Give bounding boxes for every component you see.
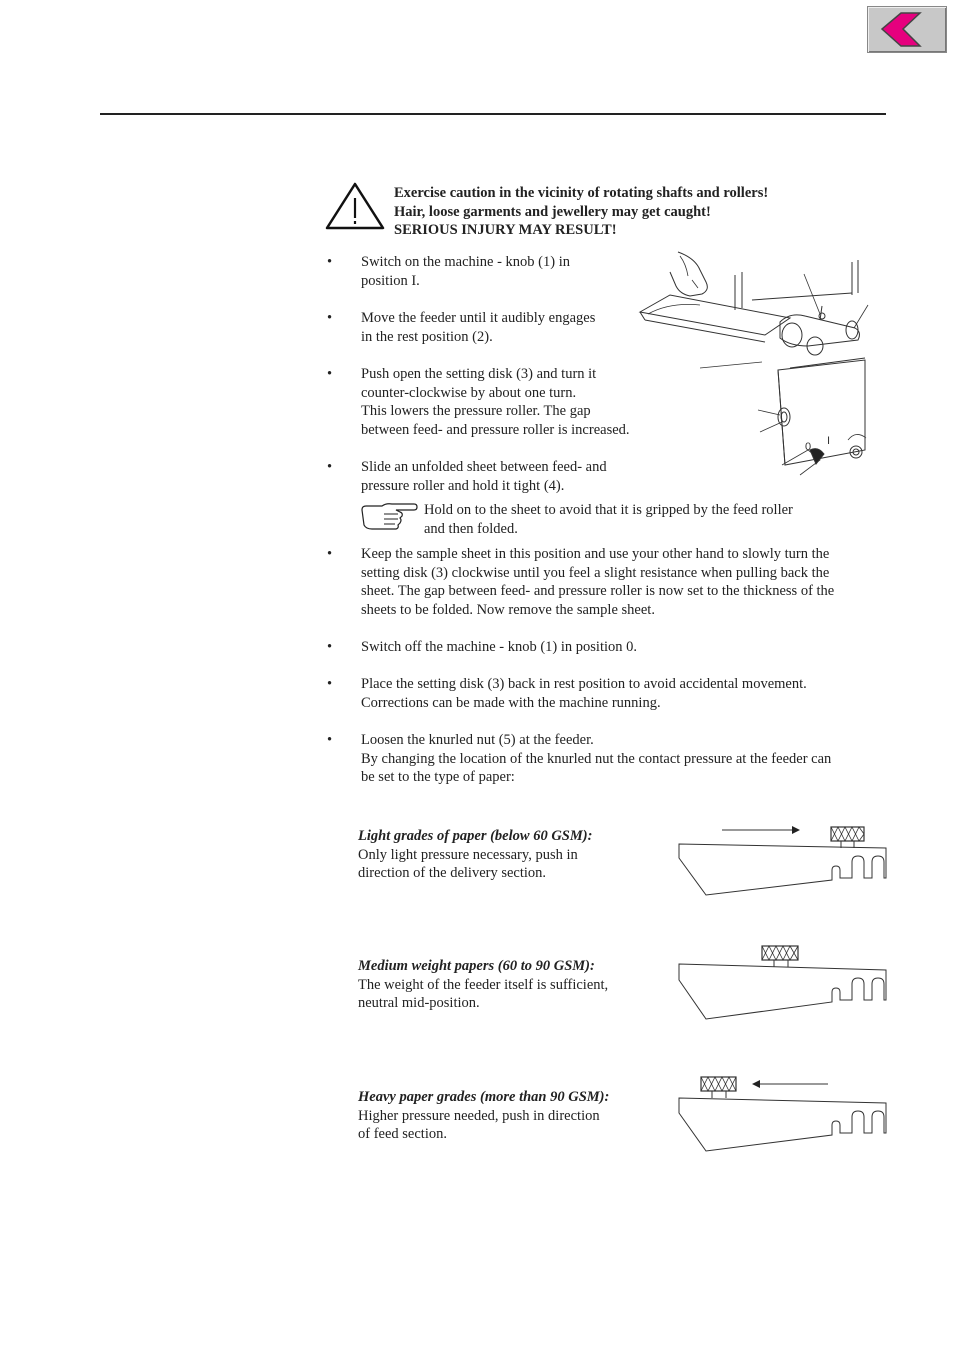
warning-text	[394, 184, 864, 240]
bullet-dot: •	[327, 732, 333, 748]
grade-line: neutral mid-position.	[358, 995, 480, 1012]
switch-label-1: I	[827, 435, 831, 447]
warning-line: Hair, loose garments and jewellery may get caught!	[394, 203, 711, 220]
step-line: Slide an unfolded sheet between feed- and	[361, 459, 607, 475]
bullet-dot: •	[327, 366, 333, 382]
warning-line: SERIOUS INJURY MAY RESULT!	[394, 222, 617, 239]
switch-label-0: 0	[805, 441, 812, 453]
bullet-dot: •	[327, 254, 333, 270]
step-line: This lowers the pressure roller. The gap	[361, 403, 591, 420]
warning-triangle-icon	[325, 181, 385, 231]
step-line: counter-clockwise by about one turn.	[361, 384, 577, 401]
step-line: Corrections can be made with the machine running.	[361, 694, 661, 711]
bullet-dot: •	[327, 639, 333, 655]
grade-line: The weight of the feeder itself is sufficient,	[358, 976, 609, 993]
knurled-nut-icon	[762, 946, 798, 960]
step-line: Switch on the machine - knob (1) in	[361, 254, 570, 270]
grade-heavy	[358, 1088, 648, 1144]
back-arrow-icon	[868, 7, 946, 52]
grade-heading: Light grades of paper (below 60 GSM):	[358, 828, 593, 844]
grade-heading: Heavy paper grades (more than 90 GSM):	[358, 1089, 610, 1105]
arrow-left-icon	[752, 1080, 760, 1088]
note-text	[424, 501, 793, 538]
grade-line: direction of the delivery section.	[358, 865, 547, 882]
arrow-right-icon	[792, 826, 800, 834]
step-line: sheets to be folded. Now remove the sample sheet.	[361, 601, 655, 618]
grade-medium	[358, 957, 648, 1013]
step-line: Switch off the machine - knob (1) in position 0.	[361, 639, 637, 655]
step-line: Loosen the knurled nut (5) at the feeder.	[361, 732, 594, 748]
bullet-dot: •	[327, 546, 333, 562]
feeder-diagram-heavy	[676, 1073, 891, 1153]
feeder-diagram-light	[676, 822, 891, 897]
pointing-hand-icon	[360, 502, 418, 532]
bullet-dot: •	[327, 310, 333, 326]
machine-illustration	[640, 250, 870, 475]
step-line: Push open the setting disk (3) and turn it	[361, 366, 597, 382]
step-line: between feed- and pressure roller is increased.	[361, 421, 630, 438]
note-line: Hold on to the sheet to avoid that it is gripped by the feed roller	[424, 502, 793, 518]
step-line: position I.	[361, 272, 420, 289]
step-line: Place the setting disk (3) back in rest position to avoid accidental movement.	[361, 676, 807, 692]
bullet-dot: •	[327, 676, 333, 692]
grade-light	[358, 827, 648, 883]
knurled-nut-icon	[831, 827, 864, 841]
grade-heading: Medium weight papers (60 to 90 GSM):	[358, 958, 595, 974]
note-line: and then folded.	[424, 520, 518, 537]
step-line: Move the feeder until it audibly engages	[361, 310, 596, 326]
step-line: sheet. The gap between feed- and pressure roller is now set to the thickness of the	[361, 583, 835, 600]
feeder-diagram-medium	[676, 942, 891, 1022]
grade-line: Higher pressure needed, push in direction	[358, 1107, 600, 1124]
step-line: be set to the type of paper:	[361, 769, 515, 786]
step-line: Keep the sample sheet in this position and use your other hand to slowly turn the	[361, 546, 830, 562]
bullet-dot: •	[327, 459, 333, 475]
step-line: setting disk (3) clockwise until you feel a slight resistance when pulling back the	[361, 564, 830, 581]
grade-line: of feed section.	[358, 1126, 447, 1143]
warning-line: Exercise caution in the vicinity of rotating shafts and rollers!	[394, 185, 769, 201]
grade-line: Only light pressure necessary, push in	[358, 846, 578, 863]
step-line: pressure roller and hold it tight (4).	[361, 477, 565, 494]
back-button[interactable]	[867, 6, 947, 53]
header-rule	[100, 113, 886, 115]
step-line: By changing the location of the knurled nut the contact pressure at the feeder can	[361, 750, 832, 767]
step-line: in the rest position (2).	[361, 328, 493, 345]
